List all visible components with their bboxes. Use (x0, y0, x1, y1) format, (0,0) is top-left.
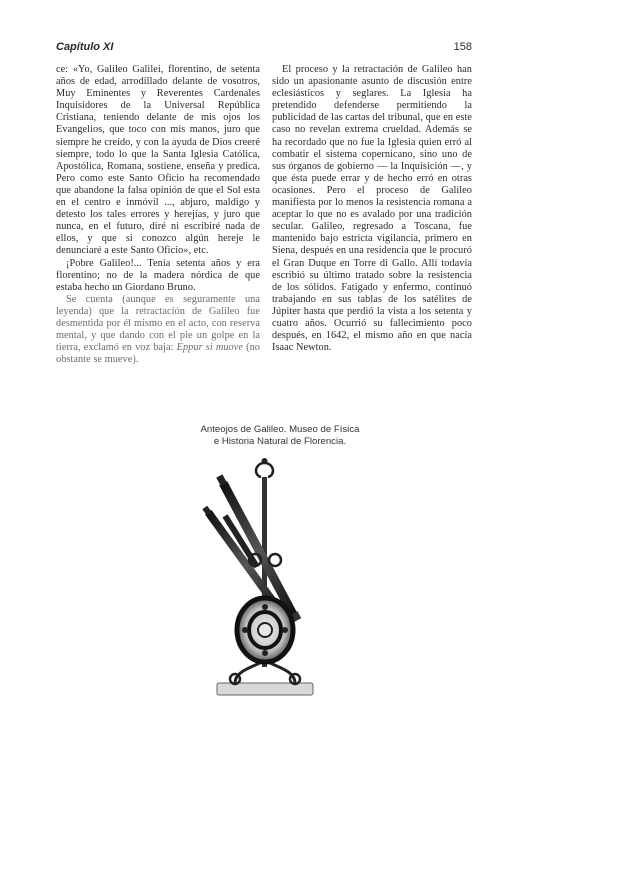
right-column (272, 64, 472, 354)
paragraph-abjuration: ce: «Yo, Galileo Galilei, florentino, de setenta años de edad, arrodillado delante de vosotros, Muy Eminentes y Reverentes Cardenales Inquisidores de la Universal República Cristiana, teniendo delante de mis ojos los Evangelios, que toco con mis manos, juro que siempre he creído, y con la ayuda de Dios creeré siempre, todo lo que la Santa Iglesia Católica, Apostólica, Romana, sostiene, enseña y predica. Pero como este Santo Oficio ha recomendado que abandone la falsa opinión de que el Sol esta en el centro e inmóvil ..., abjuro, maldigo y detesto los tales errores y herejías, y juro que nunca, en el futuro, diré ni escribiré nada de ellos, y que si conozco algún hereje le denunciaré a este Santo Oficio», etc. (56, 64, 260, 257)
eppur-si-muove-phrase: Eppur si muove (176, 342, 243, 354)
page-number: 158 (453, 41, 472, 53)
caption-line-1: Anteojos de Galileo. Museo de Física (200, 424, 360, 435)
legend-text: Se cuenta (aunque es seguramente una leyenda) que la retractación de Galileo fue desmentida por él mismo en el acto, con reserva mental, y que dando con el pie un golpe en la tierra, exclamó en voz baja: (56, 293, 260, 354)
paragraph-pobre-galileo: ¡Pobre Galileo!... Tenía setenta años y era florentino; no de la madera nórdica de que estaba hecho un Giordano Bruno. (56, 257, 260, 293)
galileo-telescopes-photo (195, 455, 345, 705)
caption-line-2: e Historia Natural de Florencia. (213, 435, 347, 447)
legend-text-end: (no obstante se mueve). (56, 342, 261, 366)
left-column (56, 64, 260, 366)
paragraph-proceso: El proceso y la retractación de Galileo han sido un apasionante asunto de discusión entre eclesiásticos y seglares. La Iglesia ha pretendido defenderse permitiendo la publicidad de las cartas del tribunal, que en este caso no revelan extrema crueldad. Además se ha recordado que no fue la Iglesia quien erró al combatir el sistema copernicano, sino uno de sus órganos de gobierno — la Inquisición —, y que ésta puede errar y de hecho erró en otras ocasiones. Pero el proceso de Galileo manifiesta por lo menos la resistencia romana a aceptar lo que no es avalado por una tradición secular. Galileo, regresado a Toscana, fue mantenido bajo estricta vigilancia, primero en Siena, después en una residencia que le procuró el Gran Duque en Torre di Gallo. Allí todavía escribió su último tratado sobre la resistencia de los sólidos. Fatigado y enfermo, continuó trabajando en sus tablas de los satélites de Júpiter hasta que perdió la vista a los setenta y cuatro años. Ocurrió su fallecimiento poco después, en 1642, el mismo año en que nacía Isaac Newton. (272, 64, 472, 354)
figure-caption (150, 424, 410, 447)
chapter-title: Capítulo XI (56, 41, 114, 53)
paragraph-eppur-si-muove (56, 294, 260, 367)
